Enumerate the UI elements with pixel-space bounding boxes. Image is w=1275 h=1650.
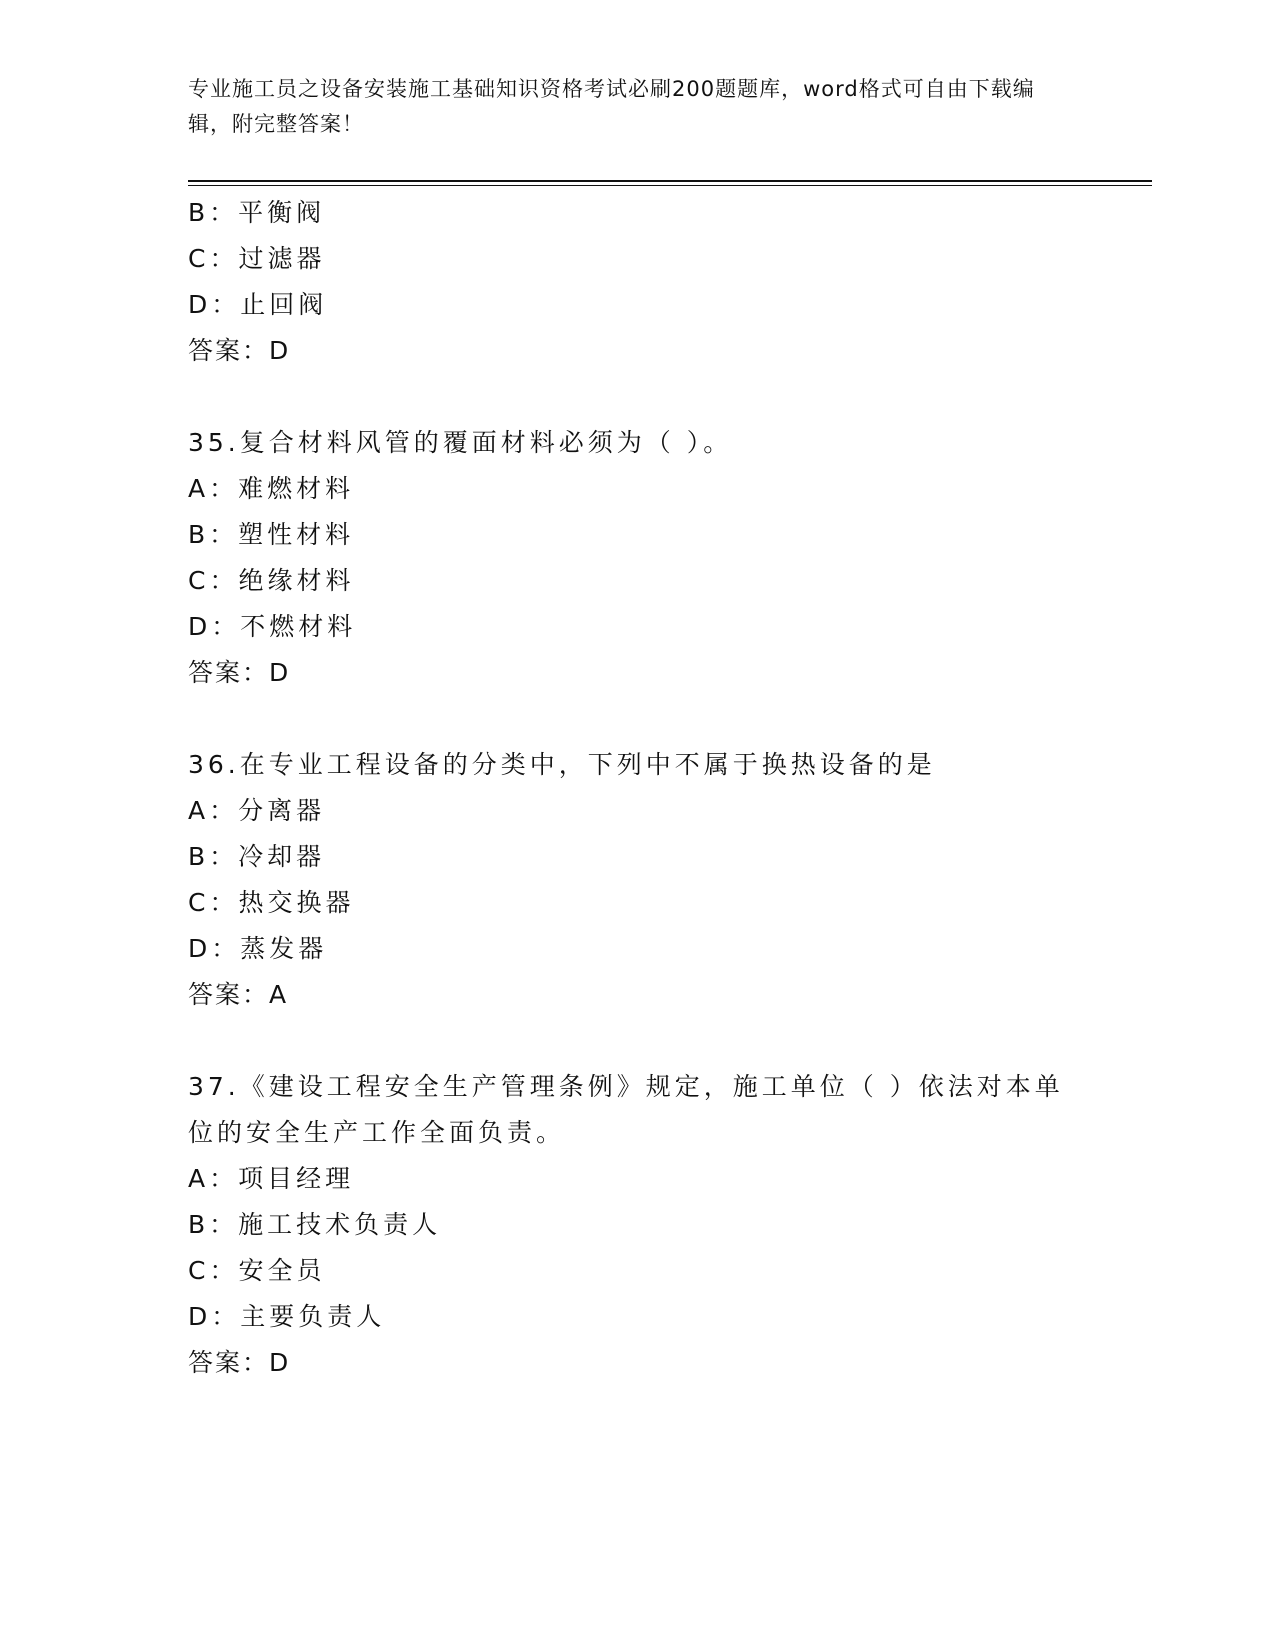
option-b: B：塑性材料 — [188, 520, 355, 549]
header-divider-thin — [188, 185, 1152, 186]
answer-line: 答案：D — [188, 658, 291, 687]
question-35 — [188, 420, 1088, 696]
question-34-continued — [188, 190, 1088, 374]
option-d: D：主要负责人 — [188, 1302, 386, 1331]
option-a: A：项目经理 — [188, 1164, 355, 1193]
option-c: C：绝缘材料 — [188, 566, 355, 595]
option-c: C：热交换器 — [188, 888, 355, 917]
document-header: 专业施工员之设备安装施工基础知识资格考试必刷200题题库，word格式可自由下载编辑，附完整答案！ — [188, 77, 1035, 136]
option-d: D：蒸发器 — [188, 934, 328, 963]
option-a: A：难燃材料 — [188, 474, 355, 503]
header-divider-thick — [188, 180, 1152, 182]
answer-line: 答案：A — [188, 980, 289, 1009]
option-a: A：分离器 — [188, 796, 326, 825]
question-stem: 36.在专业工程设备的分类中，下列中不属于换热设备的是 — [188, 750, 936, 779]
question-stem: 37.《建设工程安全生产管理条例》规定，施工单位（ ）依法对本单位的安全生产工作全面负责。 — [188, 1072, 1064, 1147]
option-d: D：不燃材料 — [188, 612, 357, 641]
option-c: C：过滤器 — [188, 244, 326, 273]
option-b: B：冷却器 — [188, 842, 326, 871]
answer-line: 答案：D — [188, 336, 291, 365]
answer-line: 答案：D — [188, 1348, 291, 1377]
option-d: D：止回阀 — [188, 290, 328, 319]
question-37 — [188, 1064, 1088, 1386]
option-c: C：安全员 — [188, 1256, 326, 1285]
question-list — [188, 190, 1088, 1386]
question-36 — [188, 742, 1088, 1018]
question-stem: 35.复合材料风管的覆面材料必须为（ ）。 — [188, 428, 733, 457]
option-b: B：施工技术负责人 — [188, 1210, 442, 1239]
option-b: B：平衡阀 — [188, 198, 326, 227]
